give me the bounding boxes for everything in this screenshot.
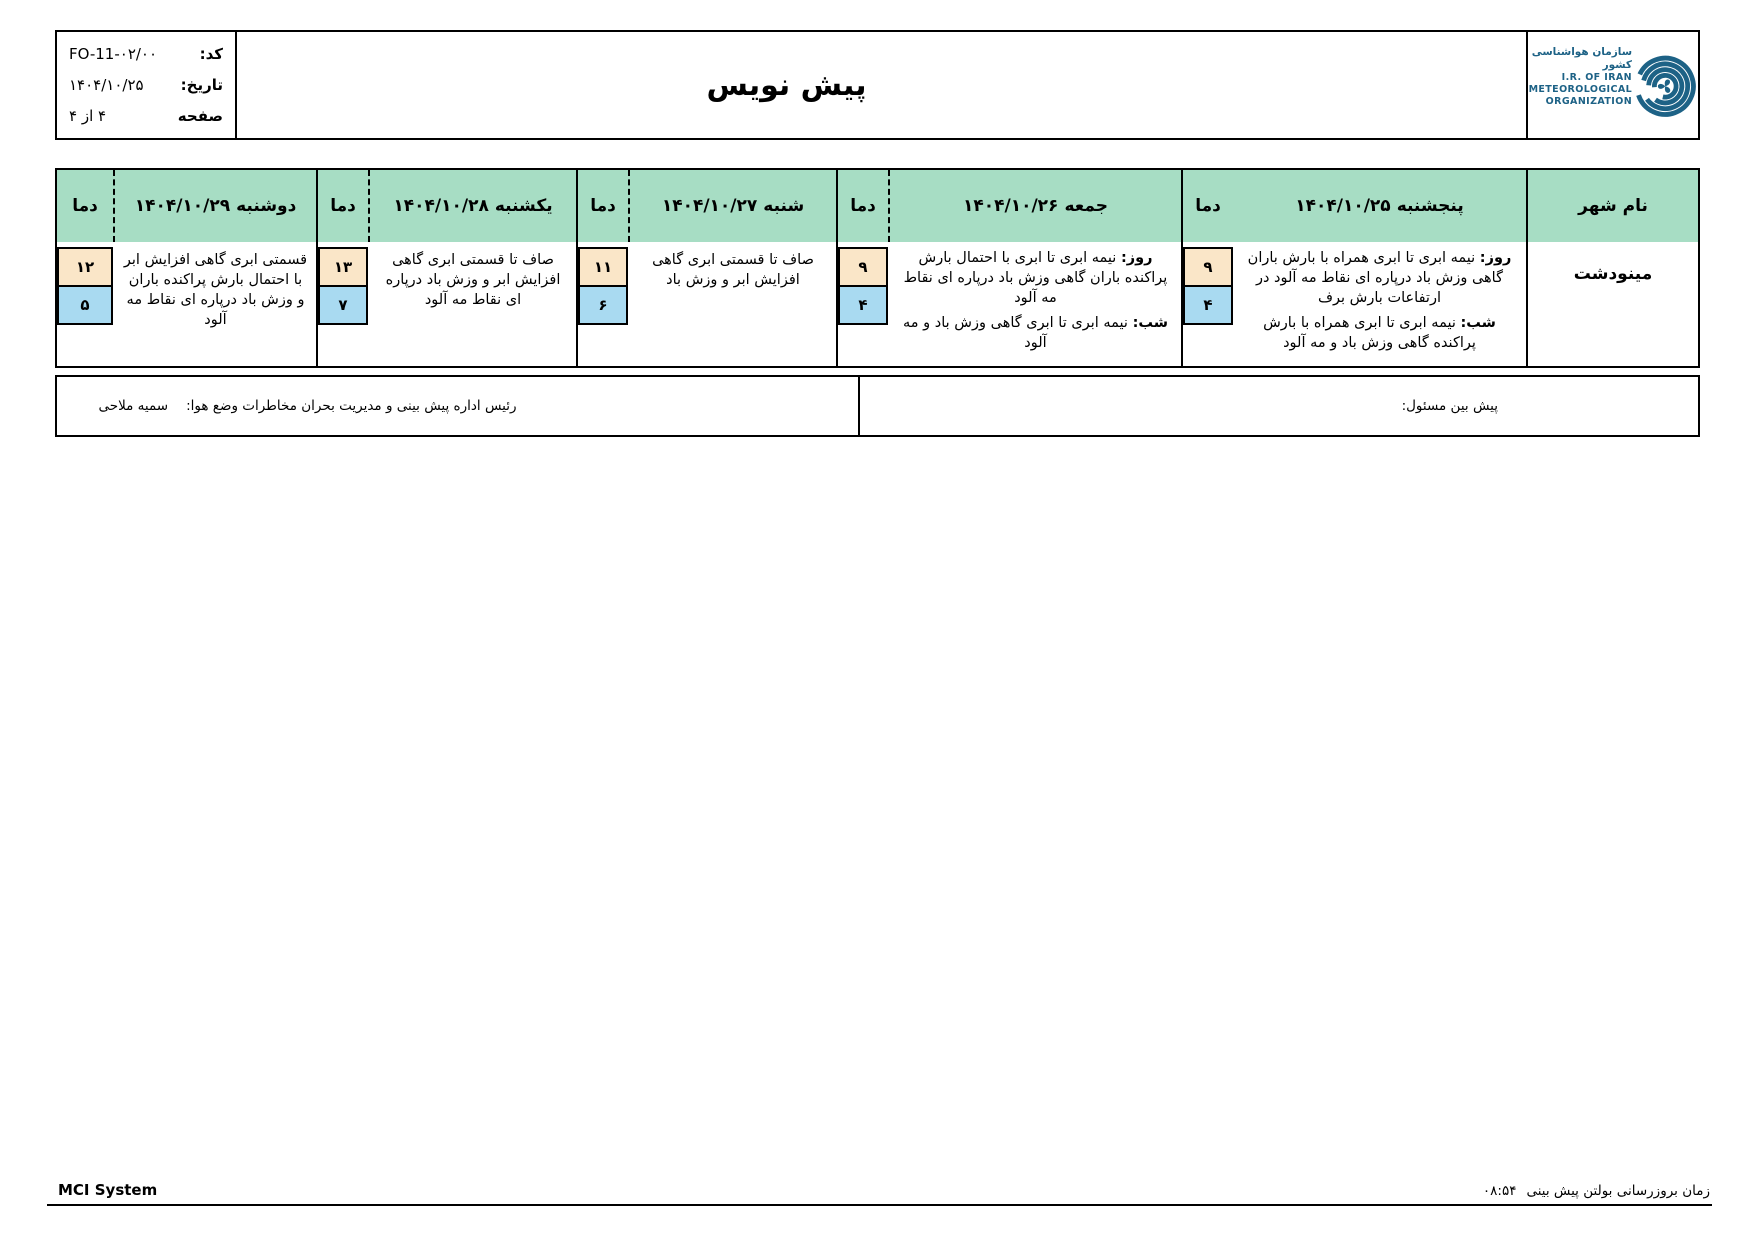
day-forecast bbox=[898, 248, 1173, 308]
forecaster-cell bbox=[858, 377, 1698, 435]
day-header-monday bbox=[113, 170, 316, 242]
weekday-label: پنجشنبه bbox=[1396, 196, 1464, 216]
day-label: روز: bbox=[1120, 250, 1153, 266]
weekday-label: شنبه bbox=[763, 196, 805, 216]
chief-label: رئیس اداره پیش بینی و مدیریت بحران مخاطرات وضع هوا: bbox=[186, 398, 517, 414]
temp-header-friday: دما bbox=[836, 170, 888, 242]
code-block bbox=[57, 32, 235, 138]
day-header-saturday bbox=[628, 170, 836, 242]
code-row bbox=[69, 45, 223, 63]
date-value: ۱۴۰۴/۱۰/۲۵ bbox=[69, 76, 144, 94]
org-name-en-2: METEOROLOGICAL bbox=[1528, 84, 1633, 96]
page-row bbox=[69, 107, 223, 125]
page-label: صفحه bbox=[177, 107, 223, 125]
date-label: ۱۴۰۴/۱۰/۲۵ bbox=[1295, 196, 1391, 216]
chief-cell bbox=[57, 377, 858, 435]
day-text: نیمه ابری تا ابری با احتمال بارش پراکنده باران گاهی وزش باد درپاره ای نقاط مه آلود bbox=[903, 250, 1168, 306]
date-label: ۱۴۰۴/۱۰/۲۹ bbox=[134, 196, 231, 216]
temp-header-monday: دما bbox=[72, 196, 98, 216]
bulletin-update-time bbox=[1483, 1183, 1710, 1199]
temp-header-thursday: دما bbox=[1181, 170, 1233, 242]
night-forecast bbox=[1241, 313, 1518, 353]
day-header-sunday bbox=[368, 170, 576, 242]
update-time: ۰۸:۵۴ bbox=[1482, 1183, 1517, 1199]
weekday-label: یکشنبه bbox=[494, 196, 553, 216]
date-label: تاریخ: bbox=[180, 76, 223, 94]
signature-box bbox=[55, 375, 1700, 437]
system-name: MCI System bbox=[58, 1181, 158, 1199]
org-logo-text bbox=[1528, 46, 1632, 108]
page-title: پیش نویس bbox=[706, 67, 867, 103]
forecast-monday: قسمتی ابری گاهی افزایش ابر با احتمال بارش پراکنده باران و وزش باد درپاره ای نقاط مه آلود bbox=[123, 252, 308, 328]
temp-header-sunday: دما bbox=[316, 170, 368, 242]
day-header-friday bbox=[888, 170, 1181, 242]
update-label: زمان بروزرسانی بولتن پیش بینی bbox=[1526, 1183, 1710, 1199]
temps-monday bbox=[57, 242, 113, 366]
day-header-thursday bbox=[1233, 170, 1526, 242]
day-label: روز: bbox=[1479, 250, 1512, 266]
met-org-spiral-icon bbox=[1632, 38, 1696, 132]
forecast-friday bbox=[888, 242, 1181, 366]
min-temp: ۴ bbox=[838, 285, 888, 325]
title-cell bbox=[235, 32, 1526, 138]
night-forecast bbox=[898, 313, 1173, 353]
forecast-sunday: صاف تا قسمتی ابری گاهی افزایش ابر و وزش باد درپاره ای نقاط مه آلود bbox=[385, 252, 561, 308]
chief-name: سمیه ملاحی bbox=[98, 398, 169, 414]
weekday-label: دوشنبه bbox=[236, 196, 297, 216]
org-logo bbox=[1526, 32, 1698, 138]
temps-thursday bbox=[1181, 242, 1233, 366]
temps-saturday bbox=[576, 242, 628, 366]
min-temp: ۶ bbox=[578, 285, 628, 325]
min-temp: ۷ bbox=[318, 285, 368, 325]
max-temp: ۹ bbox=[838, 247, 888, 287]
city-column-header: نام شهر bbox=[1526, 170, 1698, 242]
forecaster-label: پیش بین مسئول: bbox=[1401, 398, 1498, 414]
code-label: کد: bbox=[199, 45, 223, 63]
date-label: ۱۴۰۴/۱۰/۲۷ bbox=[661, 196, 758, 216]
footer-divider bbox=[47, 1204, 1712, 1206]
org-name-en-1: I.R. OF IRAN bbox=[1561, 72, 1633, 84]
document-header bbox=[55, 30, 1700, 140]
date-label: ۱۴۰۴/۱۰/۲۶ bbox=[963, 196, 1059, 216]
night-label: شب: bbox=[1132, 315, 1168, 331]
night-text: نیمه ابری تا ابری همراه با بارش پراکنده گاهی وزش باد و مه آلود bbox=[1263, 315, 1476, 351]
forecast-table-data-row bbox=[57, 242, 1698, 366]
temps-sunday bbox=[316, 242, 368, 366]
forecast-table bbox=[55, 168, 1700, 368]
max-temp: ۹ bbox=[1183, 247, 1233, 287]
forecast-saturday: صاف تا قسمتی ابری گاهی افزایش ابر و وزش باد bbox=[652, 252, 814, 288]
temp-header-saturday: دما bbox=[576, 170, 628, 242]
page-value: ۴ از ۴ bbox=[69, 107, 107, 125]
date-row bbox=[69, 76, 223, 94]
temps-friday bbox=[836, 242, 888, 366]
max-temp: ۱۲ bbox=[57, 247, 113, 287]
night-label: شب: bbox=[1460, 315, 1496, 331]
night-text: نیمه ابری تا ابری گاهی وزش باد و مه آلود bbox=[903, 315, 1128, 351]
forecast-thursday bbox=[1233, 242, 1526, 366]
weekday-label: جمعه bbox=[1064, 196, 1108, 216]
forecast-table-header-row bbox=[57, 170, 1698, 242]
min-temp: ۵ bbox=[57, 285, 113, 325]
day-forecast bbox=[1241, 248, 1518, 308]
date-label: ۱۴۰۴/۱۰/۲۸ bbox=[393, 196, 489, 216]
day-text: نیمه ابری تا ابری همراه با بارش باران گاهی وزش باد درپاره ای نقاط مه آلود در ارتفاعات بارش برف bbox=[1247, 250, 1504, 306]
city-name: مینودشت bbox=[1526, 242, 1698, 366]
org-name-fa: سازمان هواشناسی کشور bbox=[1531, 46, 1633, 72]
max-temp: ۱۳ bbox=[318, 247, 368, 287]
min-temp: ۴ bbox=[1183, 285, 1233, 325]
max-temp: ۱۱ bbox=[578, 247, 628, 287]
org-name-en-3: ORGANIZATION bbox=[1545, 96, 1633, 107]
code-value: FO-11-۰۲/۰۰ bbox=[69, 45, 158, 63]
